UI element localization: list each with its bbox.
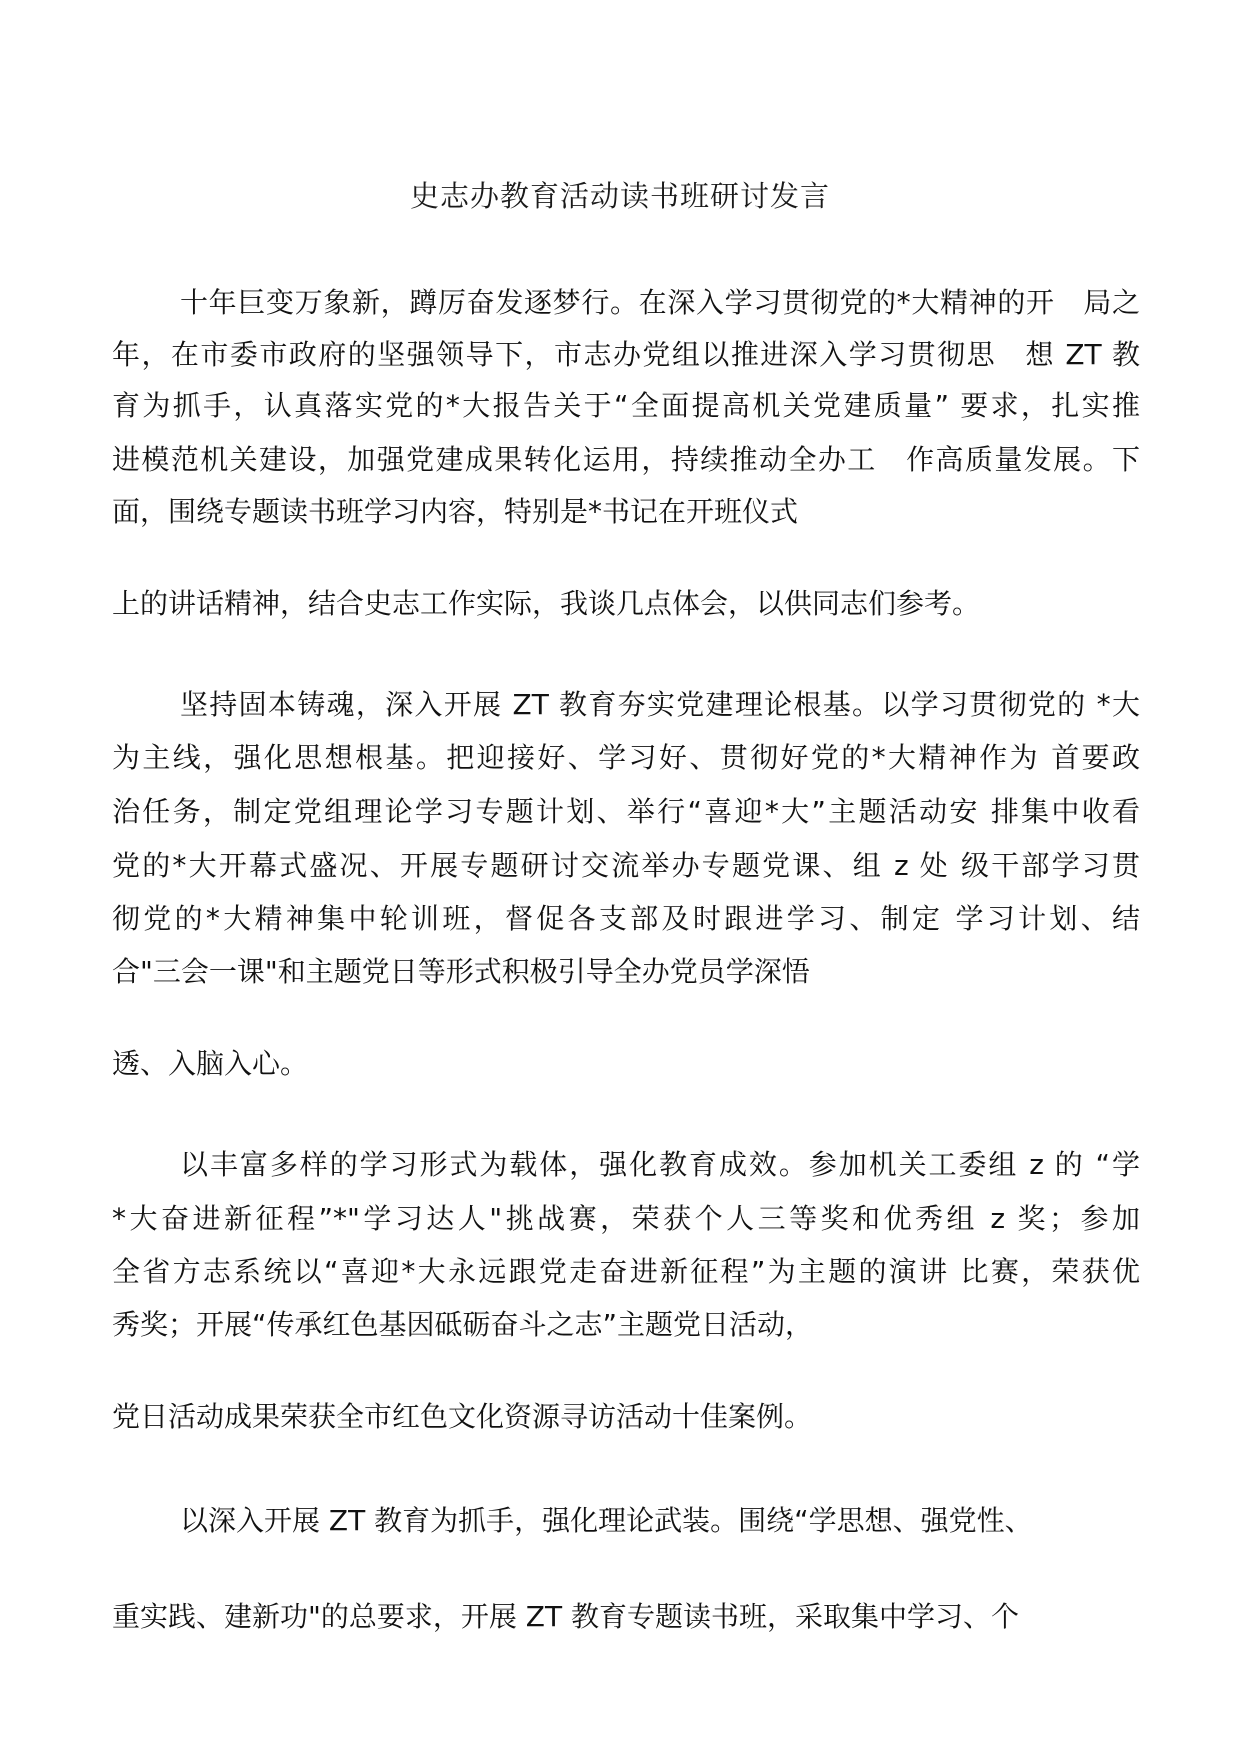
- paragraph-line: 党的*大开幕式盛况、开展专题研讨交流举办专题党课、组 z 处 级干部学习贯: [112, 849, 1140, 882]
- paragraph-line: 十年巨变万象新，蹲厉奋发逐梦行。在深入学习贯彻党的*大精神的开 局之: [180, 286, 1140, 319]
- paragraph-line: 为主线，强化思想根基。把迎接好、学习好、贯彻好党的*大精神作为 首要政: [112, 741, 1140, 774]
- paragraph-line: 面，围绕专题读书班学习内容，特别是*书记在开班仪式: [112, 495, 799, 528]
- paragraph-line: 党日活动成果荣获全市红色文化资源寻访活动十佳案例。: [112, 1400, 813, 1433]
- paragraph-line: 全省方志系统以“喜迎*大永远跟党走奋进新征程”为主题的演讲 比赛，荣获优: [112, 1255, 1140, 1288]
- paragraph-line: 以深入开展 ZT 教育为抓手，强化理论武装。围绕“学思想、强党性、: [180, 1504, 1033, 1537]
- paragraph-line: *大奋进新征程”*"学习达人"挑战赛，荣获个人三等奖和优秀组 z 奖；参加: [112, 1202, 1140, 1235]
- paragraph-line: 育为抓手，认真落实党的*大报告关于“全面提高机关党建质量” 要求，扎实推: [112, 389, 1140, 422]
- paragraph-line: 以丰富多样的学习形式为载体，强化教育成效。参加机关工委组 z 的 “学: [180, 1148, 1140, 1181]
- paragraph-line: 进模范机关建设，加强党建成果转化运用，持续推动全办工 作高质量发展。下: [112, 443, 1140, 476]
- paragraph-line: 合"三会一课"和主题党日等形式积极引导全办党员学深悟: [112, 955, 810, 988]
- paragraph-line: 彻党的*大精神集中轮训班，督促各支部及时跟进学习、制定 学习计划、结: [112, 902, 1140, 935]
- paragraph-line: 重实践、建新功"的总要求，开展 ZT 教育专题读书班，采取集中学习、个: [112, 1600, 1019, 1633]
- paragraph-line: 秀奖；开展“传承红色基因砥砺奋斗之志”主题党日活动，: [112, 1308, 814, 1341]
- paragraph-line: 坚持固本铸魂，深入开展 ZT 教育夯实党建理论根基。以学习贯彻党的 *大: [180, 688, 1140, 721]
- document-title: 史志办教育活动读书班研讨发言: [409, 179, 830, 213]
- paragraph-line: 治任务，制定党组理论学习专题计划、举行“喜迎*大”主题活动安 排集中收看: [112, 795, 1140, 828]
- paragraph-line: 年，在市委市政府的坚强领导下，市志办党组以推进深入学习贯彻思 想 ZT 教: [112, 338, 1140, 371]
- paragraph-line: 透、入脑入心。: [112, 1047, 309, 1080]
- paragraph-line: 上的讲话精神，结合史志工作实际，我谈几点体会，以供同志们参考。: [112, 587, 981, 620]
